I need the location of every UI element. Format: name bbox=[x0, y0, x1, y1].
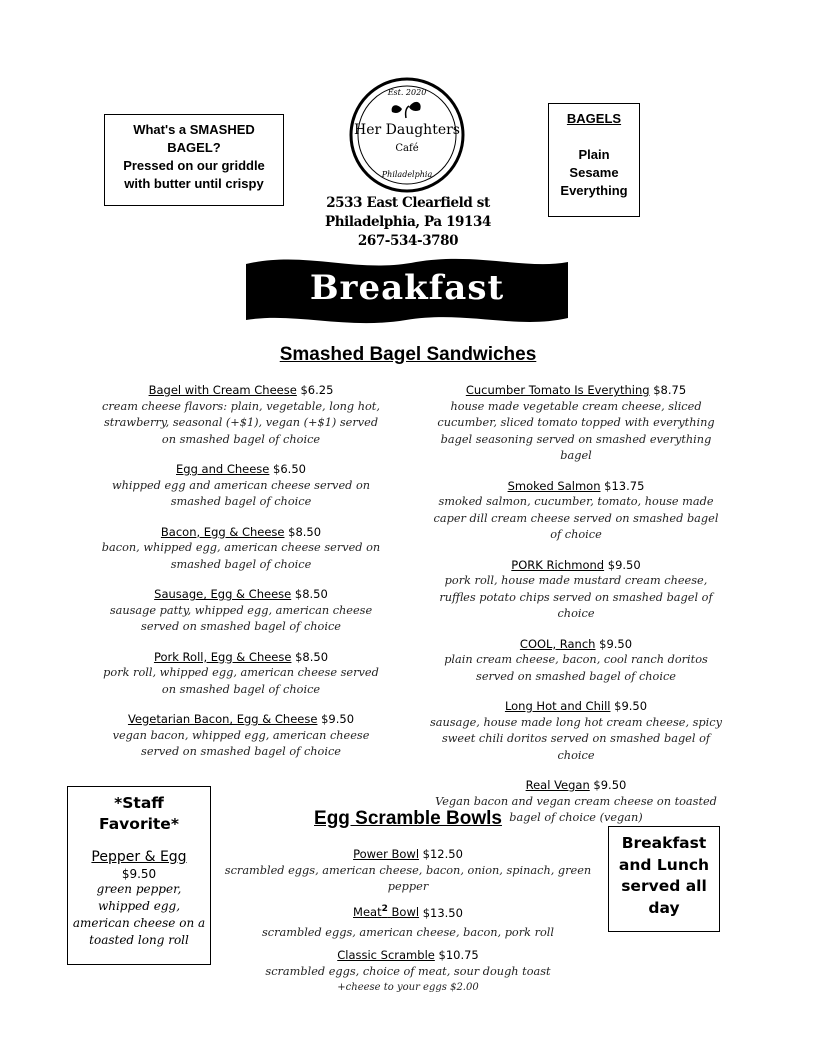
item-price: $12.50 bbox=[422, 847, 463, 861]
staff-title-line2: Favorite* bbox=[99, 815, 179, 833]
item-name: Pork Roll, Egg & Cheese bbox=[153, 649, 292, 664]
menu-item bbox=[214, 902, 602, 942]
staff-favorite-box bbox=[67, 786, 211, 965]
item-name: PORK Richmond bbox=[511, 557, 605, 572]
bagel-option: Everything bbox=[560, 183, 628, 198]
logo-est-text: Est. 2020 bbox=[387, 88, 427, 97]
item-name: Power Bowl bbox=[353, 847, 420, 861]
bagels-title: BAGELS bbox=[566, 111, 622, 126]
item-name: Smoked Salmon bbox=[507, 478, 601, 493]
address-street: 2533 East Clearfield st bbox=[326, 195, 490, 211]
item-desc: bacon, whipped egg, american cheese served on smashed bagel of choice bbox=[101, 541, 381, 571]
item-price: $8.75 bbox=[653, 383, 687, 397]
cafe-address bbox=[320, 194, 496, 251]
leaf-icon bbox=[409, 102, 421, 111]
menu-item bbox=[96, 524, 386, 574]
item-desc: pork roll, house made mustard cream cheese, ruffles potato chips served on smashed bagel of choice bbox=[439, 574, 713, 620]
smashed-right-column bbox=[430, 382, 722, 840]
item-desc: plain cream cheese, bacon, cool ranch doritos served on smashed bagel of choice bbox=[444, 653, 708, 683]
logo-name-line2: Café bbox=[395, 143, 419, 154]
item-name: Classic Scramble bbox=[337, 948, 435, 963]
item-desc: cream cheese flavors: plain, vegetable, long hot, strawberry, seasonal (+$1), vegan (+$1) served on smashed bagel of choice bbox=[102, 399, 380, 446]
item-desc: sausage patty, whipped egg, american cheese served on smashed bagel of choice bbox=[109, 603, 373, 633]
menu-item bbox=[430, 698, 722, 764]
bowls-section-title: Egg Scramble Bowls bbox=[314, 808, 502, 829]
item-desc: smoked salmon, cucumber, tomato, house made caper dill cream cheese served on smashed bagel of choice bbox=[433, 495, 719, 541]
logo-city-text: Philadelphia bbox=[381, 170, 433, 179]
bagel-option: Sesame bbox=[569, 165, 619, 180]
smashed-info-line: BAGEL? bbox=[167, 140, 221, 155]
menu-item bbox=[96, 649, 386, 699]
menu-item bbox=[430, 478, 722, 544]
item-price: $9.50 bbox=[321, 712, 355, 726]
item-name: Cucumber Tomato Is Everything bbox=[465, 383, 650, 397]
served-line: Breakfast bbox=[621, 834, 707, 852]
menu-item bbox=[96, 711, 386, 761]
item-desc: Vegan bacon and vegan cream cheese on toasted bagel of choice (vegan) bbox=[435, 794, 717, 824]
item-name: COOL, Ranch bbox=[519, 636, 596, 651]
item-name: Meat bbox=[353, 905, 382, 920]
item-price: $9.50 bbox=[599, 636, 633, 651]
item-price: $9.50 bbox=[607, 557, 641, 572]
item-name-superscript: 2 bbox=[381, 904, 388, 915]
menu-item bbox=[430, 382, 722, 465]
smashed-section-title: Smashed Bagel Sandwiches bbox=[279, 344, 537, 365]
served-line: served all bbox=[621, 877, 707, 895]
item-price: $9.50 bbox=[593, 778, 627, 792]
item-desc: pork roll, whipped egg, american cheese served on smashed bagel of choice bbox=[103, 666, 379, 696]
item-price: $13.75 bbox=[604, 478, 645, 493]
item-desc: scrambled eggs, american cheese, bacon, onion, spinach, green pepper bbox=[224, 863, 592, 893]
item-desc: scrambled eggs, choice of meat, sour dough toast bbox=[265, 964, 551, 978]
item-price: $8.50 bbox=[295, 649, 329, 664]
smashed-left-column bbox=[96, 382, 386, 774]
item-name: Bagel with Cream Cheese bbox=[148, 383, 297, 397]
served-line: and Lunch bbox=[618, 855, 710, 874]
bowls-list bbox=[214, 846, 602, 1003]
item-price: $8.50 bbox=[294, 587, 328, 601]
logo-name-line1: Her Daughters bbox=[354, 122, 460, 138]
bagel-option: Plain bbox=[578, 147, 610, 162]
breakfast-title: Breakfast bbox=[309, 268, 505, 308]
item-desc: house made vegetable cream cheese, sliced cucumber, sliced tomato topped with everything bagel seasoning served on smashed everything bagel bbox=[437, 399, 715, 462]
item-price: $6.50 bbox=[273, 462, 306, 476]
item-desc: vegan bacon, whipped egg, american cheese served on smashed bagel of choice bbox=[112, 728, 370, 758]
staff-item-name: Pepper & Egg bbox=[91, 849, 187, 865]
add-cheese-note: +cheese to your eggs $2.00 bbox=[337, 982, 479, 994]
menu-item bbox=[96, 586, 386, 636]
item-name: Egg and Cheese bbox=[176, 462, 270, 476]
served-all-day-box bbox=[608, 826, 720, 932]
smashed-info-line: Pressed on our griddle bbox=[123, 158, 265, 173]
bagels-options-box bbox=[548, 103, 640, 217]
staff-item-price: $9.50 bbox=[121, 867, 157, 881]
menu-item bbox=[214, 846, 602, 896]
cafe-logo bbox=[348, 76, 466, 194]
item-name-suffix: Bowl bbox=[387, 905, 420, 920]
smashed-info-line: What's a SMASHED bbox=[133, 122, 255, 137]
item-price: $9.50 bbox=[614, 699, 648, 713]
staff-title-line1: *Staff bbox=[114, 794, 164, 812]
item-price: $8.50 bbox=[288, 524, 322, 539]
item-price: $6.25 bbox=[300, 383, 334, 397]
menu-item bbox=[96, 461, 386, 511]
item-desc: whipped egg and american cheese served on smashed bagel of choice bbox=[111, 478, 371, 508]
item-desc: sausage, house made long hot cream cheese, spicy sweet chili doritos served on smashed bagel of choice bbox=[430, 715, 722, 762]
staff-item-desc: green pepper, whipped egg, american cheese on a toasted long roll bbox=[72, 882, 206, 947]
item-name: Sausage, Egg & Cheese bbox=[154, 587, 292, 601]
smashed-info-line: with butter until crispy bbox=[124, 176, 264, 191]
served-line: day bbox=[648, 898, 680, 917]
item-name: Long Hot and Chill bbox=[504, 699, 611, 713]
item-name: Real Vegan bbox=[525, 778, 590, 792]
leaf-icon bbox=[392, 105, 402, 113]
address-city: Philadelphia, Pa 19134 bbox=[324, 214, 492, 230]
menu-item bbox=[96, 382, 386, 448]
item-name: Vegetarian Bacon, Egg & Cheese bbox=[127, 712, 318, 726]
menu-item bbox=[214, 947, 602, 997]
menu-item bbox=[430, 636, 722, 686]
menu-item bbox=[430, 557, 722, 623]
item-name: Bacon, Egg & Cheese bbox=[160, 524, 285, 539]
item-price: $10.75 bbox=[438, 948, 479, 963]
item-desc: scrambled eggs, american cheese, bacon, pork roll bbox=[261, 925, 554, 939]
item-price: $13.50 bbox=[422, 905, 463, 920]
smashed-bagel-info-box bbox=[104, 114, 284, 206]
address-phone: 267-534-3780 bbox=[357, 233, 459, 249]
